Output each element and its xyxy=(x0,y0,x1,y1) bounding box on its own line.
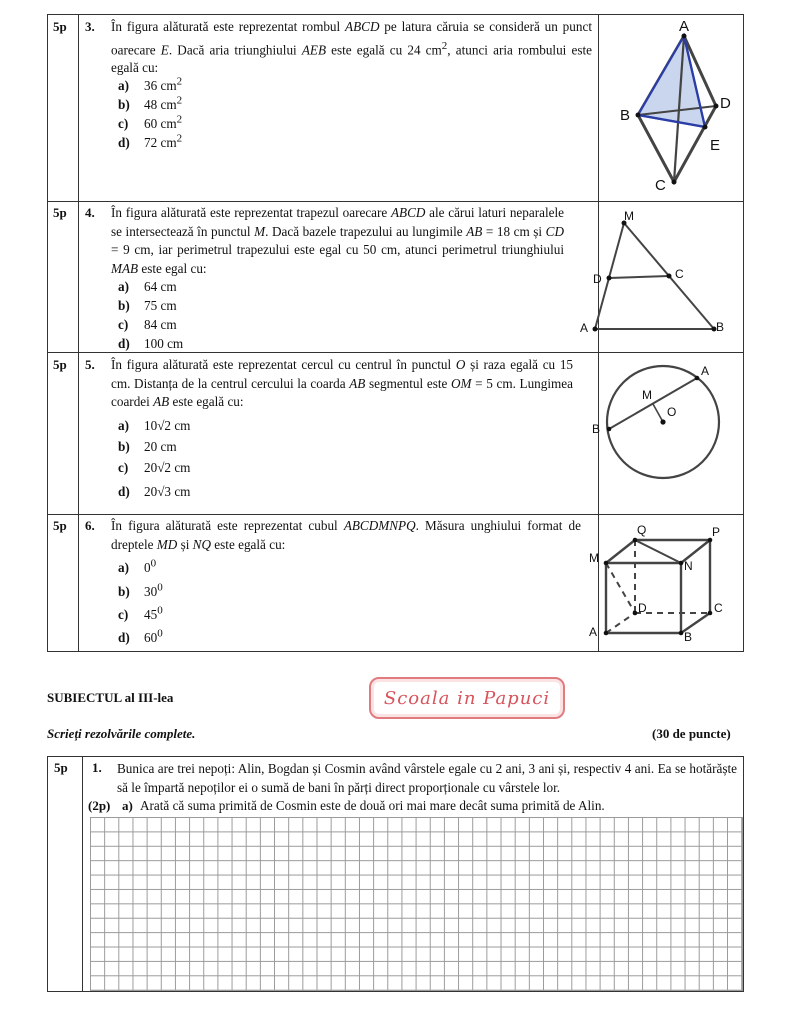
cube-figure xyxy=(585,518,735,648)
label-d: D xyxy=(593,272,602,286)
label-b: B xyxy=(684,630,693,644)
label-c: C xyxy=(675,267,684,281)
q5-points: 5p xyxy=(53,357,67,372)
label-b: B xyxy=(716,320,725,334)
label-m: M xyxy=(624,209,634,223)
label-c: C xyxy=(655,177,666,194)
label-a: A xyxy=(589,625,598,639)
q6-answer-a[interactable]: a) $0^0$ xyxy=(118,558,157,576)
column-divider xyxy=(82,756,83,992)
label-d: D xyxy=(638,601,647,615)
label-e: E xyxy=(710,137,721,154)
answer-grid[interactable] xyxy=(90,817,743,991)
label-m: M xyxy=(642,388,652,402)
q5-answer-b[interactable]: b) 20 cm xyxy=(118,439,177,454)
p1-number: 1. xyxy=(92,760,102,775)
label-a: A xyxy=(701,364,710,378)
p1-points: 5p xyxy=(54,760,68,775)
label-o: O xyxy=(667,405,677,419)
p1-sub-letter: a) xyxy=(122,798,133,813)
label-b: B xyxy=(592,422,601,436)
q3-points: 5p xyxy=(53,19,67,34)
label-d: D xyxy=(720,95,731,112)
q4-number: 4. xyxy=(85,205,95,220)
label-b: B xyxy=(620,107,631,124)
label-q: Q xyxy=(637,523,647,537)
q6-text: În figura alăturată este reprezentat cubul ABCDMNPQ. Măsura unghiului format de dreptele MD și NQ este egală cu: xyxy=(111,518,581,552)
q6-answer-c[interactable]: c) $45^0$ xyxy=(118,605,163,623)
section-total-points: (30 de puncte) xyxy=(652,726,731,741)
q5-text: În figura alăturată este reprezentat cercul cu centrul în punctul O și raza egală cu 15 cm. Distanța de la centrul cercului la coarda AB segmentul este OM = 5 cm. Lungimea coardei AB este egală cu: xyxy=(111,357,574,409)
section-instructions: Scrieți rezolvările complete. xyxy=(47,726,196,741)
q5-number: 5. xyxy=(85,357,95,372)
label-m: M xyxy=(589,551,599,565)
q3-text: În figura alăturată este reprezentat rombul ABCD pe latura căruia se consideră un punct oarecare E. Dacă aria triunghiului AEB este egală cu 24 $cm^2$, atunci aria rombului este egală cu: xyxy=(111,19,592,76)
q3-answer-a[interactable]: a) 36 $cm^2$ xyxy=(118,76,183,94)
p1-text: Bunica are trei nepoți: Alin, Bogdan și Cosmin având vârstele egale cu 2 ani, 3 ani și, respectiv 4 ani. Ea se hotărăște să le împartă nepoților ei o sumă de bani în părți direct proporționale cu vârstele lor. xyxy=(117,761,737,795)
q4-answer-b[interactable]: b) 75 cm xyxy=(118,298,177,313)
label-a: A xyxy=(580,321,589,335)
q3-number: 3. xyxy=(85,19,95,34)
rhombus-figure xyxy=(600,16,742,200)
watermark-stamp: Scoala in Papuci xyxy=(369,677,565,719)
label-p: P xyxy=(712,525,721,539)
q4-points: 5p xyxy=(53,205,67,220)
q3-answer-b[interactable]: b) 48 $cm^2$ xyxy=(118,95,183,113)
q4-text: În figura alăturată este reprezentat trapezul oarecare ABCD ale cărui laturi neparalele se intersectează în punctul M. Dacă bazele trapezului au lungimile AB = 18 cm și CD = 9 cm, iar perimetrul trapezului este egal cu 50 cm, atunci perimetrul triunghiului MAB este egal cu: xyxy=(111,205,564,276)
q3-answer-c[interactable]: c) 60 $cm^2$ xyxy=(118,114,183,132)
circle-figure xyxy=(585,358,735,512)
section-title: SUBIECTUL al III-lea xyxy=(47,690,174,705)
q4-answer-c[interactable]: c) 84 cm xyxy=(118,317,177,332)
q5-answer-a[interactable]: a) 10√2 cm xyxy=(118,418,191,433)
q6-answer-d[interactable]: d) $60^0$ xyxy=(118,628,163,646)
label-n: N xyxy=(684,559,693,573)
q4-answer-a[interactable]: a) 64 cm xyxy=(118,279,177,294)
label-c: C xyxy=(714,601,723,615)
p1-sub-text: Arată că suma primită de Cosmin este de două ori mai mare decât suma primită de Alin. xyxy=(140,798,605,813)
label-a: A xyxy=(679,18,690,35)
q4-answer-d[interactable]: d) 100 cm xyxy=(118,336,184,351)
trapezoid-figure xyxy=(578,205,738,350)
q6-number: 6. xyxy=(85,518,95,533)
column-divider xyxy=(78,14,79,652)
p1-sub-points: (2p) xyxy=(88,798,111,813)
q3-answer-d[interactable]: d) 72 $cm^2$ xyxy=(118,133,183,151)
q5-answer-d[interactable]: d) 20√3 cm xyxy=(118,484,191,499)
q6-answer-b[interactable]: b) $30^0$ xyxy=(118,582,163,600)
q6-points: 5p xyxy=(53,518,67,533)
q5-answer-c[interactable]: c) 20√2 cm xyxy=(118,460,191,475)
